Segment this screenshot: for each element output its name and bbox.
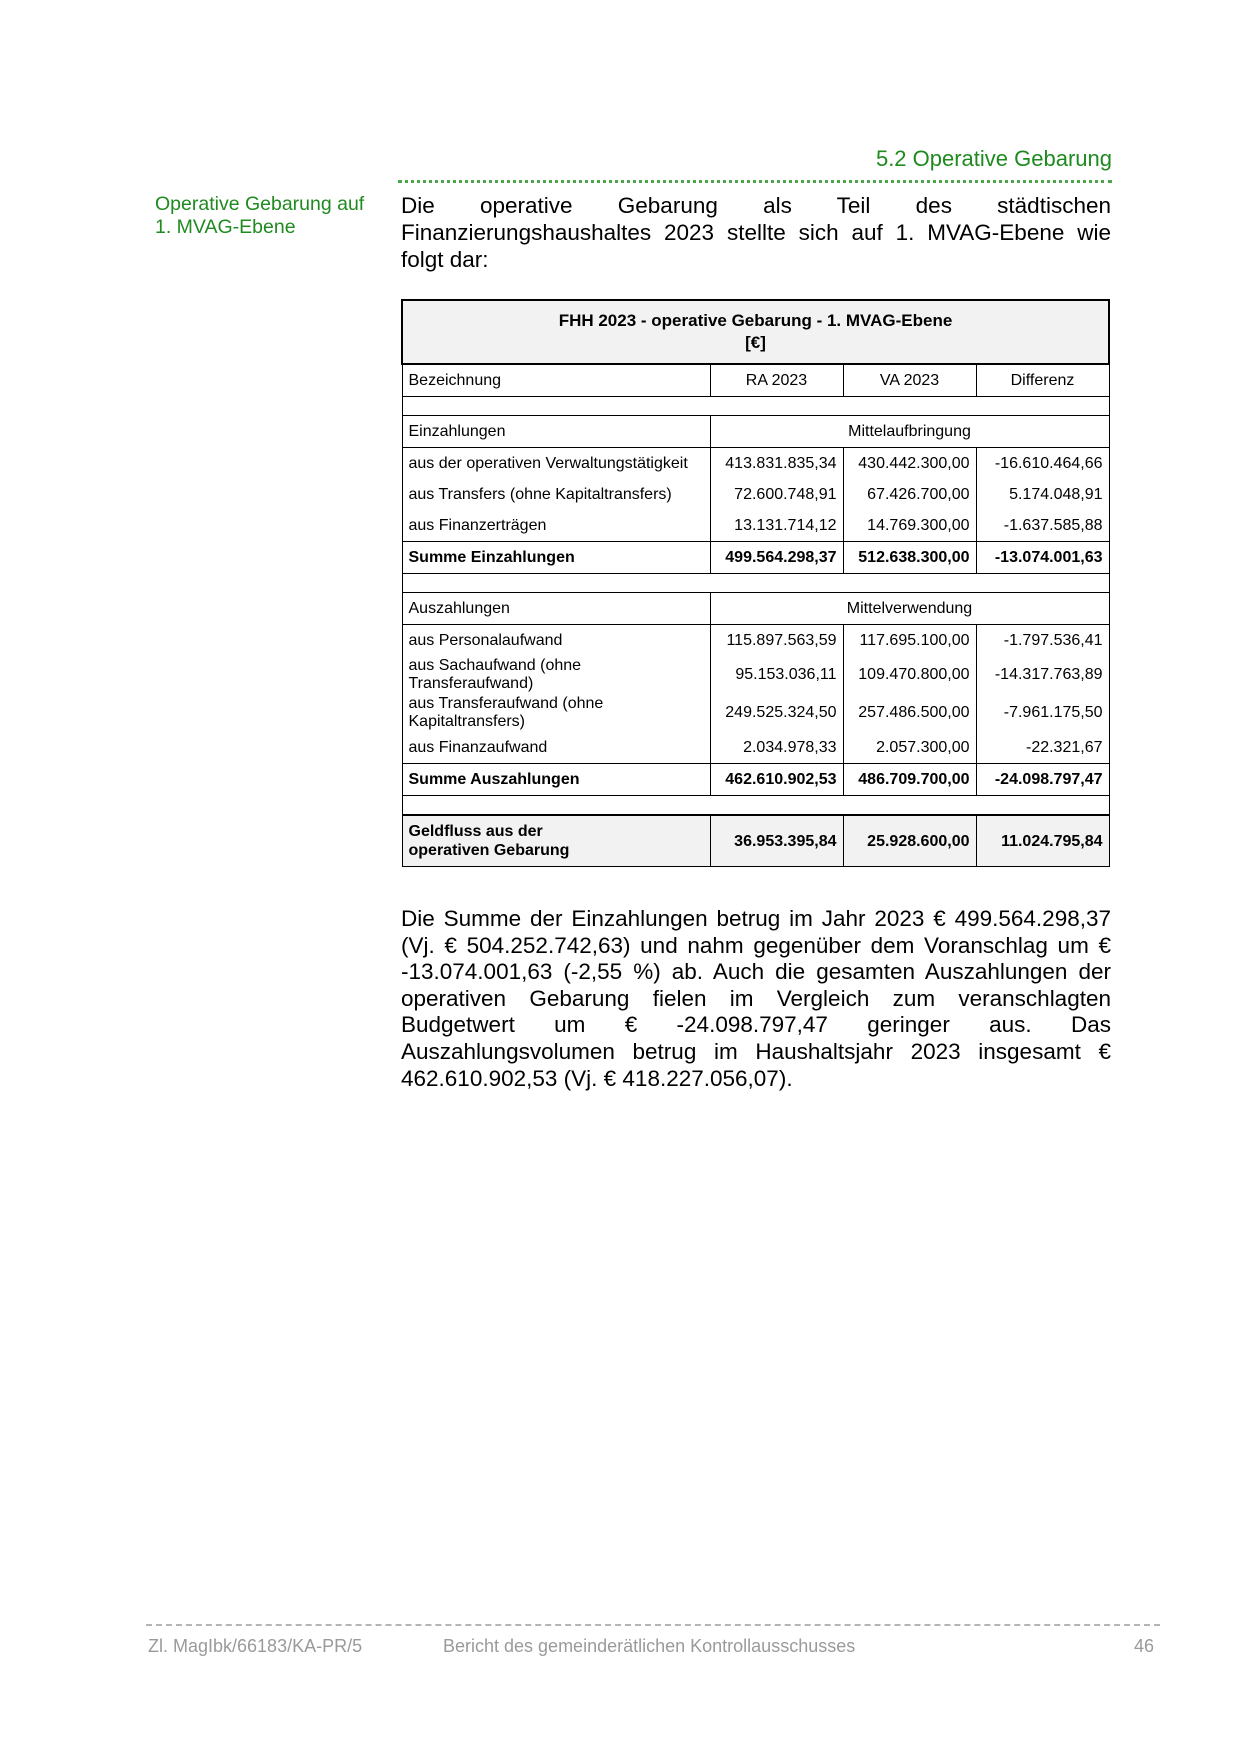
row-va: 257.486.500,00: [843, 694, 976, 732]
row-label: aus Finanzaufwand: [402, 732, 710, 764]
row-va: 109.470.800,00: [843, 656, 976, 694]
intro-paragraph: Die operative Gebarung als Teil des städtischen Finanzierungshaushaltes 2023 stellte sich auf 1. MVAG-Ebene wie folgt dar:: [401, 193, 1111, 272]
page-number: 46: [1133, 1636, 1154, 1656]
table-title-unit: [€]: [745, 333, 766, 352]
sum-label: Summe Einzahlungen: [402, 542, 710, 574]
column-header-row: [402, 364, 1109, 397]
col-header-differenz: Differenz: [976, 364, 1109, 397]
row-diff: -22.321,67: [976, 732, 1109, 764]
sum-diff: -24.098.797,47: [976, 764, 1109, 796]
geldfluss-label-line1: Geldfluss aus der: [408, 823, 543, 840]
table-title-line1: FHH 2023 - operative Gebarung - 1. MVAG-Ebene: [558, 311, 953, 330]
row-label: aus Transfers (ohne Kapitaltransfers): [402, 479, 710, 510]
row-diff: -1.637.585,88: [976, 510, 1109, 542]
footer-reference: Zl. MagIbk/66183/KA-PR/5: [148, 1636, 363, 1656]
margin-note-line2: 1. MVAG-Ebene: [155, 216, 296, 238]
table-row: [402, 625, 1109, 657]
row-label: aus Personalaufwand: [402, 625, 710, 657]
spacer-row: [402, 796, 1109, 816]
section-title: 5.2 Operative Gebarung: [398, 146, 1112, 183]
row-va: 117.695.100,00: [843, 625, 976, 657]
row-label: aus Transferaufwand (ohne Kapitaltransfers): [402, 694, 710, 732]
row-va: 430.442.300,00: [843, 448, 976, 480]
table-row: [402, 479, 1109, 510]
row-diff: -1.797.536,41: [976, 625, 1109, 657]
group-label: Einzahlungen: [402, 416, 710, 448]
table-row: [402, 510, 1109, 542]
geldfluss-ra: 36.953.395,84: [710, 815, 843, 867]
row-diff: 5.174.048,91: [976, 479, 1109, 510]
table-row: [402, 732, 1109, 764]
row-va: 2.057.300,00: [843, 732, 976, 764]
sum-ra: 499.564.298,37: [710, 542, 843, 574]
group-header-einzahlungen: [402, 416, 1109, 448]
group-subtitle: Mittelverwendung: [710, 593, 1109, 625]
margin-note: [155, 193, 387, 239]
spacer-row: [402, 574, 1109, 593]
margin-note-line1: Operative Gebarung auf: [155, 193, 365, 215]
row-diff: -16.610.464,66: [976, 448, 1109, 480]
geldfluss-va: 25.928.600,00: [843, 815, 976, 867]
sum-va: 512.638.300,00: [843, 542, 976, 574]
row-ra: 2.034.978,33: [710, 732, 843, 764]
row-diff: -14.317.763,89: [976, 656, 1109, 694]
col-header-ra: RA 2023: [710, 364, 843, 397]
row-ra: 13.131.714,12: [710, 510, 843, 542]
row-va: 14.769.300,00: [843, 510, 976, 542]
row-ra: 95.153.036,11: [710, 656, 843, 694]
sum-diff: -13.074.001,63: [976, 542, 1109, 574]
table-row: [402, 694, 1109, 732]
footer-report-title: Bericht des gemeinderätlichen Kontrollausschusses: [443, 1636, 856, 1656]
group-header-auszahlungen: [402, 593, 1109, 625]
row-label: aus Finanzerträgen: [402, 510, 710, 542]
row-ra: 413.831.835,34: [710, 448, 843, 480]
table-row: [402, 656, 1109, 694]
table-title-row: [402, 300, 1109, 364]
geldfluss-label: [402, 815, 710, 867]
row-ra: 115.897.563,59: [710, 625, 843, 657]
sum-row-auszahlungen: [402, 764, 1109, 796]
table-title: [402, 300, 1109, 364]
sum-label: Summe Auszahlungen: [402, 764, 710, 796]
sum-ra: 462.610.902,53: [710, 764, 843, 796]
col-header-va: VA 2023: [843, 364, 976, 397]
row-diff: -7.961.175,50: [976, 694, 1109, 732]
group-label: Auszahlungen: [402, 593, 710, 625]
finance-table: [401, 299, 1110, 867]
geldfluss-label-line2: operativen Gebarung: [408, 842, 570, 859]
sum-va: 486.709.700,00: [843, 764, 976, 796]
sum-row-einzahlungen: [402, 542, 1109, 574]
group-subtitle: Mittelaufbringung: [710, 416, 1109, 448]
row-ra: 72.600.748,91: [710, 479, 843, 510]
geldfluss-diff: 11.024.795,84: [976, 815, 1109, 867]
row-ra: 249.525.324,50: [710, 694, 843, 732]
col-header-bezeichnung: Bezeichnung: [402, 364, 710, 397]
row-va: 67.426.700,00: [843, 479, 976, 510]
table-row: [402, 448, 1109, 480]
spacer-row: [402, 397, 1109, 416]
page-footer: [146, 1624, 1160, 1656]
summary-paragraph: Die Summe der Einzahlungen betrug im Jahr 2023 € 499.564.298,37 (Vj. € 504.252.742,63) und nahm gegenüber dem Voranschlag um € -13.074.001,63 (-2,55 %) ab. Auch die gesamten Auszahlungen der operativen Gebarung fielen im Vergleich zum veranschlagten Budgetwert um € -24.098.797,47 geringer aus. Das Auszahlungsvolumen betrug im Haushaltsjahr 2023 insgesamt € 462.610.902,53 (Vj. € 418.227.056,07).: [401, 906, 1111, 1091]
row-label: aus der operativen Verwaltungstätigkeit: [402, 448, 710, 480]
geldfluss-row: [402, 815, 1109, 867]
row-label: aus Sachaufwand (ohne Transferaufwand): [402, 656, 710, 694]
